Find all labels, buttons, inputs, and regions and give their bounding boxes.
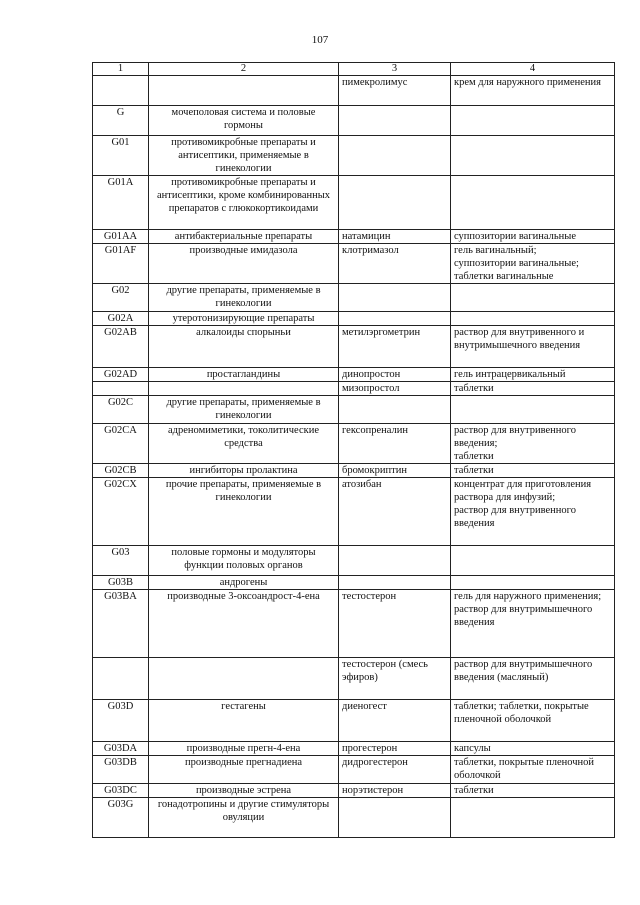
dosage-form-line: гель интрацервикальный	[454, 369, 566, 380]
drug-name-cell: прогестерон	[339, 742, 451, 756]
atc-group-cell: прочие препараты, применяемые в гинекологии	[149, 478, 339, 546]
atc-group-cell: производные 3-оксоандрост-4-ена	[149, 590, 339, 658]
table-header-row	[93, 63, 615, 76]
dosage-form-cell	[451, 136, 615, 176]
atc-group-cell: андрогены	[149, 576, 339, 590]
drug-name-cell: натамицин	[339, 230, 451, 244]
atc-code-cell: G02CA	[93, 424, 149, 464]
dosage-form-cell	[451, 106, 615, 136]
atc-code-cell: G02A	[93, 312, 149, 326]
atc-code-cell: G03G	[93, 798, 149, 838]
table-row	[93, 798, 615, 838]
dosage-form-line: раствор для внутримышечного введения (масляный)	[454, 659, 593, 683]
dosage-form-line: раствор для внутривенного и внутримышечного введения	[454, 327, 585, 351]
atc-group-cell: половые гормоны и модуляторы функции половых органов	[149, 546, 339, 576]
drug-name-cell: пимекролимус	[339, 76, 451, 106]
dosage-form-cell	[451, 424, 615, 464]
dosage-form-line: раствор для внутривенного введения;	[454, 425, 576, 449]
dosage-form-line: крем для наружного применения	[454, 77, 602, 88]
dosage-form-cell	[451, 784, 615, 798]
dosage-form-line: таблетки	[454, 465, 494, 476]
drug-name-cell	[339, 176, 451, 230]
table-row	[93, 326, 615, 368]
table-row	[93, 576, 615, 590]
atc-code-cell: G02C	[93, 396, 149, 424]
table-row	[93, 742, 615, 756]
column-header-3: 3	[339, 63, 451, 76]
table-row	[93, 700, 615, 742]
atc-code-cell: G02CX	[93, 478, 149, 546]
dosage-form-line: таблетки вагинальные	[454, 271, 554, 282]
atc-group-cell: мочеполовая система и половые гормоны	[149, 106, 339, 136]
dosage-form-line: таблетки, покрытые пленочной оболочкой	[454, 757, 595, 781]
table-row	[93, 478, 615, 546]
atc-code-cell: G01AF	[93, 244, 149, 284]
atc-code-cell	[93, 382, 149, 396]
dosage-form-line: гель вагинальный;	[454, 245, 537, 256]
table-row	[93, 464, 615, 478]
drug-name-cell: тестостерон (смесь эфиров)	[339, 658, 451, 700]
dosage-form-line: таблетки	[454, 451, 494, 462]
dosage-form-cell	[451, 76, 615, 106]
dosage-form-cell	[451, 700, 615, 742]
atc-group-cell: производные прегн-4-ена	[149, 742, 339, 756]
dosage-form-cell	[451, 576, 615, 590]
atc-group-cell: гестагены	[149, 700, 339, 742]
atc-group-cell: производные прегнадиена	[149, 756, 339, 784]
drug-name-cell: клотримазол	[339, 244, 451, 284]
table-row	[93, 230, 615, 244]
atc-code-cell: G03D	[93, 700, 149, 742]
table-row	[93, 106, 615, 136]
dosage-form-cell	[451, 396, 615, 424]
table-row	[93, 590, 615, 658]
dosage-form-line: таблетки	[454, 383, 494, 394]
drug-name-cell	[339, 136, 451, 176]
drug-name-cell: дидрогестерон	[339, 756, 451, 784]
table-row	[93, 284, 615, 312]
table-row	[93, 176, 615, 230]
page-number: 107	[311, 34, 329, 46]
column-header-1: 1	[93, 63, 149, 76]
atc-code-cell: G02CB	[93, 464, 149, 478]
table-row	[93, 424, 615, 464]
atc-code-cell: G02AB	[93, 326, 149, 368]
table-row	[93, 368, 615, 382]
dosage-form-cell	[451, 798, 615, 838]
table-row	[93, 76, 615, 106]
drug-name-cell: атозибан	[339, 478, 451, 546]
atc-code-cell: G03BA	[93, 590, 149, 658]
atc-group-cell: антибактериальные препараты	[149, 230, 339, 244]
atc-code-cell: G01AA	[93, 230, 149, 244]
dosage-form-cell	[451, 244, 615, 284]
dosage-form-line: таблетки	[454, 785, 494, 796]
atc-group-cell	[149, 658, 339, 700]
atc-group-cell: ингибиторы пролактина	[149, 464, 339, 478]
table-row	[93, 658, 615, 700]
atc-group-cell	[149, 76, 339, 106]
drug-name-cell	[339, 284, 451, 312]
table-row	[93, 244, 615, 284]
dosage-form-cell	[451, 312, 615, 326]
dosage-form-cell	[451, 464, 615, 478]
atc-group-cell: производные имидазола	[149, 244, 339, 284]
drug-name-cell	[339, 546, 451, 576]
drug-name-cell: бромокриптин	[339, 464, 451, 478]
dosage-form-line: таблетки; таблетки, покрытые пленочной оболочкой	[454, 701, 589, 725]
drug-name-cell: мизопростол	[339, 382, 451, 396]
drug-name-cell	[339, 576, 451, 590]
atc-group-cell: простагландины	[149, 368, 339, 382]
dosage-form-cell	[451, 230, 615, 244]
dosage-form-cell	[451, 176, 615, 230]
atc-code-cell: G	[93, 106, 149, 136]
table-row	[93, 784, 615, 798]
atc-code-cell: G03B	[93, 576, 149, 590]
atc-code-cell: G03DA	[93, 742, 149, 756]
atc-group-cell: алкалоиды спорыньи	[149, 326, 339, 368]
atc-code-cell: G01	[93, 136, 149, 176]
atc-group-cell: адреномиметики, токолитические средства	[149, 424, 339, 464]
atc-code-cell: G03DC	[93, 784, 149, 798]
dosage-form-cell	[451, 546, 615, 576]
drug-name-cell: тестостерон	[339, 590, 451, 658]
dosage-form-line: раствор для внутримышечного введения	[454, 604, 593, 628]
drug-name-cell: метилэргометрин	[339, 326, 451, 368]
dosage-form-cell	[451, 326, 615, 368]
dosage-form-line: суппозитории вагинальные;	[454, 258, 579, 269]
table-row	[93, 136, 615, 176]
drug-name-cell: динопростон	[339, 368, 451, 382]
table-row	[93, 396, 615, 424]
table-row	[93, 382, 615, 396]
drug-name-cell: гексопреналин	[339, 424, 451, 464]
dosage-form-line: суппозитории вагинальные	[454, 231, 576, 242]
dosage-form-cell	[451, 284, 615, 312]
drug-name-cell	[339, 396, 451, 424]
atc-code-cell: G02AD	[93, 368, 149, 382]
dosage-form-cell	[451, 368, 615, 382]
dosage-form-cell	[451, 382, 615, 396]
atc-group-cell: другие препараты, применяемые в гинекологии	[149, 284, 339, 312]
atc-group-cell: производные эстрена	[149, 784, 339, 798]
dosage-form-cell	[451, 756, 615, 784]
table-row	[93, 312, 615, 326]
drug-name-cell	[339, 312, 451, 326]
atc-code-cell: G01A	[93, 176, 149, 230]
dosage-form-cell	[451, 658, 615, 700]
atc-group-cell: противомикробные препараты и антисептики, применяемые в гинекологии	[149, 136, 339, 176]
atc-code-cell: G03	[93, 546, 149, 576]
atc-group-cell	[149, 382, 339, 396]
atc-code-cell: G02	[93, 284, 149, 312]
atc-code-cell	[93, 658, 149, 700]
dosage-form-cell	[451, 478, 615, 546]
drug-name-cell: диеногест	[339, 700, 451, 742]
atc-group-cell: гонадотропины и другие стимуляторы овуляции	[149, 798, 339, 838]
atc-group-cell: утеротонизирующие препараты	[149, 312, 339, 326]
dosage-form-line: гель для наружного применения;	[454, 591, 602, 602]
dosage-form-line: концентрат для приготовления раствора для инфузий;	[454, 479, 592, 503]
atc-group-cell: другие препараты, применяемые в гинекологии	[149, 396, 339, 424]
atc-code-cell	[93, 76, 149, 106]
atc-code-cell: G03DB	[93, 756, 149, 784]
dosage-form-line: раствор для внутривенного введения	[454, 505, 576, 529]
table-row	[93, 756, 615, 784]
table-row	[93, 546, 615, 576]
drug-name-cell	[339, 106, 451, 136]
table-body	[93, 76, 615, 838]
column-header-2: 2	[149, 63, 339, 76]
dosage-form-cell	[451, 742, 615, 756]
column-header-4: 4	[451, 63, 615, 76]
atc-group-cell: противомикробные препараты и антисептики, кроме комбинированных препаратов с глюкокортикоидами	[149, 176, 339, 230]
drug-name-cell: норэтистерон	[339, 784, 451, 798]
medication-table	[92, 62, 615, 838]
dosage-form-line: капсулы	[454, 743, 491, 754]
drug-name-cell	[339, 798, 451, 838]
dosage-form-cell	[451, 590, 615, 658]
